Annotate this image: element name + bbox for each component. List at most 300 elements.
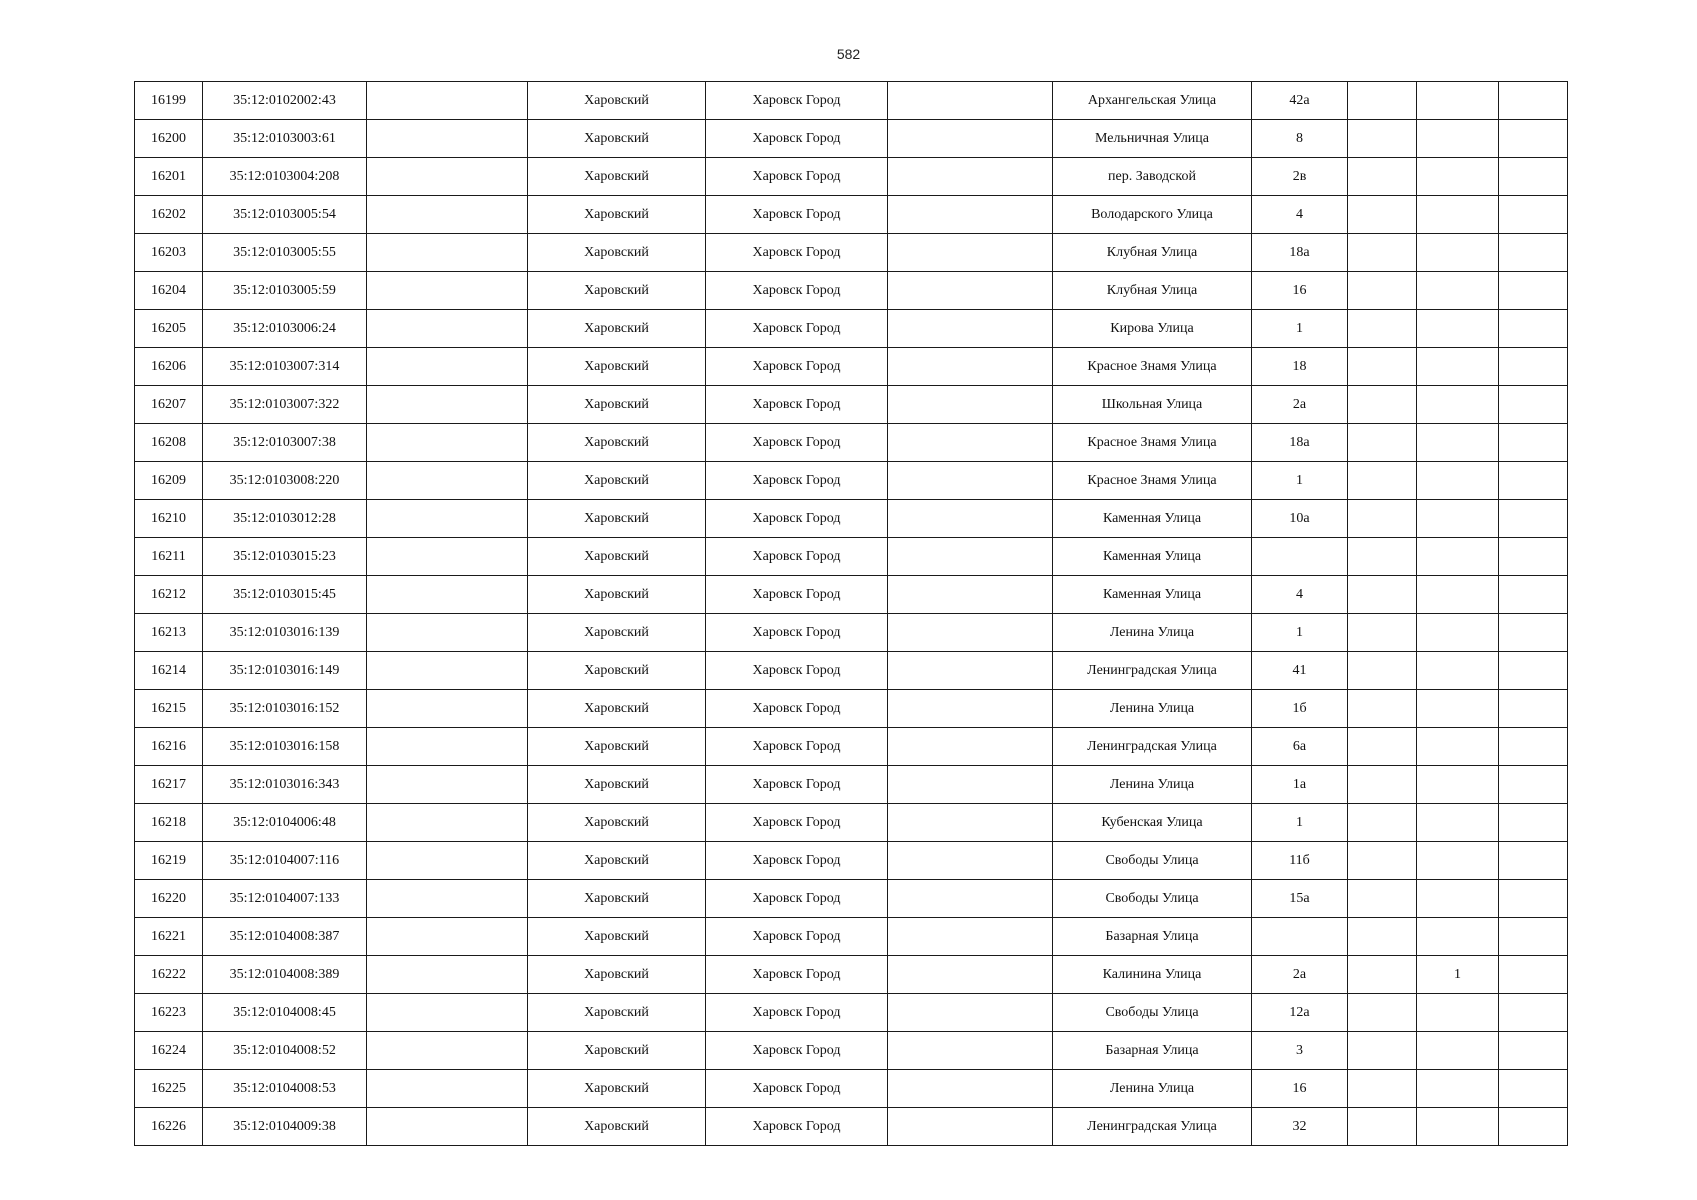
row-number-cell: 16224 [135,1032,203,1070]
house-number-cell: 11б [1252,842,1348,880]
cadastral-number-cell: 35:12:0103012:28 [203,500,367,538]
cadastral-number-cell: 35:12:0103016:158 [203,728,367,766]
settlement-cell: Харовск Город [706,576,888,614]
extra-cell [1417,82,1499,120]
house-number-cell: 15а [1252,880,1348,918]
blank-cell [1348,234,1417,272]
blank-cell [888,728,1053,766]
table-row [135,880,1568,918]
blank-cell [367,880,528,918]
blank-cell [888,462,1053,500]
blank-cell [367,614,528,652]
district-cell: Харовский [528,576,706,614]
table-row [135,196,1568,234]
settlement-cell: Харовск Город [706,462,888,500]
district-cell: Харовский [528,424,706,462]
street-cell: Кубенская Улица [1053,804,1252,842]
row-number-cell: 16219 [135,842,203,880]
street-cell: Базарная Улица [1053,918,1252,956]
table-row [135,842,1568,880]
blank-cell [1348,690,1417,728]
house-number-cell: 2а [1252,956,1348,994]
blank-cell [367,196,528,234]
blank-cell [1499,196,1568,234]
street-cell: Ленинградская Улица [1053,728,1252,766]
row-number-cell: 16206 [135,348,203,386]
cadastral-number-cell: 35:12:0104008:53 [203,1070,367,1108]
extra-cell [1417,386,1499,424]
settlement-cell: Харовск Город [706,348,888,386]
blank-cell [1348,500,1417,538]
blank-cell [1348,1032,1417,1070]
row-number-cell: 16213 [135,614,203,652]
blank-cell [1499,120,1568,158]
extra-cell [1417,234,1499,272]
blank-cell [1499,652,1568,690]
blank-cell [1348,956,1417,994]
extra-cell [1417,766,1499,804]
street-cell: Володарского Улица [1053,196,1252,234]
district-cell: Харовский [528,1070,706,1108]
blank-cell [1348,158,1417,196]
page-number: 582 [836,46,861,62]
extra-cell [1417,576,1499,614]
extra-cell [1417,500,1499,538]
settlement-cell: Харовск Город [706,804,888,842]
extra-cell [1417,1032,1499,1070]
blank-cell [367,158,528,196]
district-cell: Харовский [528,82,706,120]
blank-cell [888,842,1053,880]
table-row [135,994,1568,1032]
street-cell: Красное Знамя Улица [1053,348,1252,386]
house-number-cell: 42а [1252,82,1348,120]
blank-cell [888,120,1053,158]
blank-cell [367,1032,528,1070]
blank-cell [1499,766,1568,804]
house-number-cell: 8 [1252,120,1348,158]
settlement-cell: Харовск Город [706,1108,888,1146]
district-cell: Харовский [528,234,706,272]
blank-cell [1348,614,1417,652]
district-cell: Харовский [528,994,706,1032]
settlement-cell: Харовск Город [706,120,888,158]
blank-cell [1348,728,1417,766]
blank-cell [1348,842,1417,880]
street-cell: Красное Знамя Улица [1053,424,1252,462]
blank-cell [1499,1108,1568,1146]
table-row [135,576,1568,614]
blank-cell [367,424,528,462]
blank-cell [888,690,1053,728]
street-cell: Архангельская Улица [1053,82,1252,120]
blank-cell [367,348,528,386]
blank-cell [888,310,1053,348]
table-body [135,82,1568,1146]
cadastral-number-cell: 35:12:0103007:38 [203,424,367,462]
blank-cell [888,196,1053,234]
cadastral-number-cell: 35:12:0103005:54 [203,196,367,234]
settlement-cell: Харовск Город [706,538,888,576]
house-number-cell: 6а [1252,728,1348,766]
settlement-cell: Харовск Город [706,424,888,462]
cadastral-number-cell: 35:12:0103016:343 [203,766,367,804]
row-number-cell: 16205 [135,310,203,348]
table-row [135,538,1568,576]
extra-cell [1417,652,1499,690]
blank-cell [367,804,528,842]
cadastral-number-cell: 35:12:0103005:59 [203,272,367,310]
extra-cell [1417,120,1499,158]
settlement-cell: Харовск Город [706,386,888,424]
blank-cell [888,956,1053,994]
house-number-cell: 10а [1252,500,1348,538]
district-cell: Харовский [528,652,706,690]
blank-cell [1499,500,1568,538]
blank-cell [367,690,528,728]
cadastral-number-cell: 35:12:0104008:389 [203,956,367,994]
settlement-cell: Харовск Город [706,158,888,196]
district-cell: Харовский [528,1032,706,1070]
house-number-cell [1252,538,1348,576]
table-row [135,500,1568,538]
blank-cell [367,272,528,310]
street-cell: Каменная Улица [1053,576,1252,614]
street-cell: Школьная Улица [1053,386,1252,424]
district-cell: Харовский [528,614,706,652]
extra-cell [1417,424,1499,462]
table-row [135,424,1568,462]
row-number-cell: 16202 [135,196,203,234]
settlement-cell: Харовск Город [706,196,888,234]
extra-cell [1417,918,1499,956]
blank-cell [1499,842,1568,880]
blank-cell [1499,424,1568,462]
blank-cell [888,348,1053,386]
extra-cell [1417,614,1499,652]
blank-cell [1348,918,1417,956]
blank-cell [1348,462,1417,500]
street-cell: Клубная Улица [1053,272,1252,310]
district-cell: Харовский [528,272,706,310]
settlement-cell: Харовск Город [706,310,888,348]
blank-cell [888,766,1053,804]
blank-cell [888,1032,1053,1070]
blank-cell [367,842,528,880]
extra-cell [1417,804,1499,842]
extra-cell [1417,1070,1499,1108]
house-number-cell: 16 [1252,272,1348,310]
house-number-cell [1252,918,1348,956]
blank-cell [1499,576,1568,614]
street-cell: Базарная Улица [1053,1032,1252,1070]
row-number-cell: 16212 [135,576,203,614]
cadastral-number-cell: 35:12:0103007:314 [203,348,367,386]
table-row [135,652,1568,690]
blank-cell [1348,386,1417,424]
table-row [135,690,1568,728]
table-row [135,386,1568,424]
blank-cell [1348,652,1417,690]
district-cell: Харовский [528,1108,706,1146]
house-number-cell: 2а [1252,386,1348,424]
blank-cell [367,310,528,348]
blank-cell [888,234,1053,272]
street-cell: Ленина Улица [1053,614,1252,652]
street-cell: Мельничная Улица [1053,120,1252,158]
district-cell: Харовский [528,348,706,386]
blank-cell [367,652,528,690]
extra-cell [1417,462,1499,500]
street-cell: Кирова Улица [1053,310,1252,348]
blank-cell [367,728,528,766]
cadastral-number-cell: 35:12:0103016:149 [203,652,367,690]
blank-cell [1499,994,1568,1032]
cadastral-number-cell: 35:12:0102002:43 [203,82,367,120]
blank-cell [1499,614,1568,652]
row-number-cell: 16207 [135,386,203,424]
blank-cell [367,462,528,500]
extra-cell [1417,880,1499,918]
house-number-cell: 16 [1252,1070,1348,1108]
cadastral-number-cell: 35:12:0103016:152 [203,690,367,728]
street-cell: Каменная Улица [1053,538,1252,576]
cadastral-number-cell: 35:12:0103004:208 [203,158,367,196]
blank-cell [1348,766,1417,804]
extra-cell [1417,538,1499,576]
street-cell: Каменная Улица [1053,500,1252,538]
row-number-cell: 16203 [135,234,203,272]
row-number-cell: 16215 [135,690,203,728]
extra-cell: 1 [1417,956,1499,994]
settlement-cell: Харовск Город [706,614,888,652]
house-number-cell: 4 [1252,196,1348,234]
cadastral-number-cell: 35:12:0103003:61 [203,120,367,158]
street-cell: Свободы Улица [1053,994,1252,1032]
district-cell: Харовский [528,690,706,728]
settlement-cell: Харовск Город [706,500,888,538]
table-row [135,462,1568,500]
row-number-cell: 16208 [135,424,203,462]
house-number-cell: 3 [1252,1032,1348,1070]
row-number-cell: 16209 [135,462,203,500]
house-number-cell: 18а [1252,234,1348,272]
row-number-cell: 16214 [135,652,203,690]
blank-cell [367,1070,528,1108]
settlement-cell: Харовск Город [706,690,888,728]
row-number-cell: 16225 [135,1070,203,1108]
cadastral-number-cell: 35:12:0103016:139 [203,614,367,652]
table-row [135,1108,1568,1146]
row-number-cell: 16226 [135,1108,203,1146]
row-number-cell: 16222 [135,956,203,994]
blank-cell [1499,386,1568,424]
street-cell: Калинина Улица [1053,956,1252,994]
cadastral-number-cell: 35:12:0104009:38 [203,1108,367,1146]
table-row [135,728,1568,766]
blank-cell [367,120,528,158]
table-row [135,310,1568,348]
blank-cell [888,1108,1053,1146]
row-number-cell: 16216 [135,728,203,766]
blank-cell [888,652,1053,690]
blank-cell [1499,158,1568,196]
district-cell: Харовский [528,918,706,956]
blank-cell [1348,994,1417,1032]
table-row [135,82,1568,120]
house-number-cell: 1а [1252,766,1348,804]
row-number-cell: 16221 [135,918,203,956]
table-row [135,766,1568,804]
cadastral-number-cell: 35:12:0103006:24 [203,310,367,348]
district-cell: Харовский [528,880,706,918]
blank-cell [888,994,1053,1032]
table-row [135,1070,1568,1108]
blank-cell [1499,272,1568,310]
house-number-cell: 18а [1252,424,1348,462]
street-cell: Клубная Улица [1053,234,1252,272]
table-row [135,1032,1568,1070]
blank-cell [367,234,528,272]
cadastral-number-cell: 35:12:0103005:55 [203,234,367,272]
blank-cell [1348,272,1417,310]
district-cell: Харовский [528,804,706,842]
settlement-cell: Харовск Город [706,918,888,956]
extra-cell [1417,994,1499,1032]
house-number-cell: 1 [1252,310,1348,348]
blank-cell [1499,82,1568,120]
blank-cell [888,424,1053,462]
settlement-cell: Харовск Город [706,234,888,272]
extra-cell [1417,272,1499,310]
blank-cell [888,804,1053,842]
blank-cell [367,576,528,614]
blank-cell [1348,424,1417,462]
street-cell: Красное Знамя Улица [1053,462,1252,500]
blank-cell [1499,462,1568,500]
house-number-cell: 41 [1252,652,1348,690]
extra-cell [1417,158,1499,196]
blank-cell [1348,880,1417,918]
table-row [135,956,1568,994]
blank-cell [888,880,1053,918]
blank-cell [1499,1032,1568,1070]
blank-cell [888,576,1053,614]
blank-cell [367,994,528,1032]
house-number-cell: 32 [1252,1108,1348,1146]
row-number-cell: 16200 [135,120,203,158]
cadastral-number-cell: 35:12:0103007:322 [203,386,367,424]
blank-cell [367,766,528,804]
cadastral-number-cell: 35:12:0103015:23 [203,538,367,576]
blank-cell [1499,348,1568,386]
blank-cell [888,272,1053,310]
settlement-cell: Харовск Город [706,728,888,766]
district-cell: Харовский [528,120,706,158]
row-number-cell: 16201 [135,158,203,196]
blank-cell [888,82,1053,120]
extra-cell [1417,1108,1499,1146]
blank-cell [1499,690,1568,728]
blank-cell [367,386,528,424]
row-number-cell: 16210 [135,500,203,538]
extra-cell [1417,842,1499,880]
blank-cell [367,82,528,120]
blank-cell [1348,348,1417,386]
blank-cell [888,386,1053,424]
street-cell: пер. Заводской [1053,158,1252,196]
district-cell: Харовский [528,766,706,804]
table-row [135,804,1568,842]
extra-cell [1417,728,1499,766]
blank-cell [367,918,528,956]
row-number-cell: 16204 [135,272,203,310]
blank-cell [1348,538,1417,576]
blank-cell [1348,196,1417,234]
table-row [135,614,1568,652]
blank-cell [888,158,1053,196]
blank-cell [888,918,1053,956]
cadastral-number-cell: 35:12:0104007:116 [203,842,367,880]
extra-cell [1417,348,1499,386]
blank-cell [1348,1070,1417,1108]
street-cell: Ленина Улица [1053,1070,1252,1108]
street-cell: Ленина Улица [1053,766,1252,804]
street-cell: Ленина Улица [1053,690,1252,728]
table-row [135,918,1568,956]
street-cell: Ленинградская Улица [1053,652,1252,690]
registry-table [134,81,1568,1146]
row-number-cell: 16199 [135,82,203,120]
house-number-cell: 18 [1252,348,1348,386]
blank-cell [1499,234,1568,272]
cadastral-number-cell: 35:12:0104006:48 [203,804,367,842]
settlement-cell: Харовск Город [706,1070,888,1108]
extra-cell [1417,690,1499,728]
blank-cell [1499,880,1568,918]
house-number-cell: 1 [1252,462,1348,500]
house-number-cell: 1б [1252,690,1348,728]
district-cell: Харовский [528,158,706,196]
blank-cell [367,500,528,538]
district-cell: Харовский [528,728,706,766]
blank-cell [1348,310,1417,348]
district-cell: Харовский [528,956,706,994]
blank-cell [888,1070,1053,1108]
settlement-cell: Харовск Город [706,880,888,918]
street-cell: Свободы Улица [1053,880,1252,918]
house-number-cell: 1 [1252,614,1348,652]
row-number-cell: 16211 [135,538,203,576]
table-row [135,120,1568,158]
blank-cell [1499,956,1568,994]
table-row [135,272,1568,310]
row-number-cell: 16218 [135,804,203,842]
blank-cell [1348,576,1417,614]
table-row [135,348,1568,386]
row-number-cell: 16220 [135,880,203,918]
district-cell: Харовский [528,842,706,880]
blank-cell [1499,804,1568,842]
cadastral-number-cell: 35:12:0104008:52 [203,1032,367,1070]
cadastral-number-cell: 35:12:0104008:45 [203,994,367,1032]
extra-cell [1417,310,1499,348]
settlement-cell: Харовск Город [706,956,888,994]
blank-cell [888,614,1053,652]
blank-cell [1348,1108,1417,1146]
row-number-cell: 16223 [135,994,203,1032]
blank-cell [1499,728,1568,766]
